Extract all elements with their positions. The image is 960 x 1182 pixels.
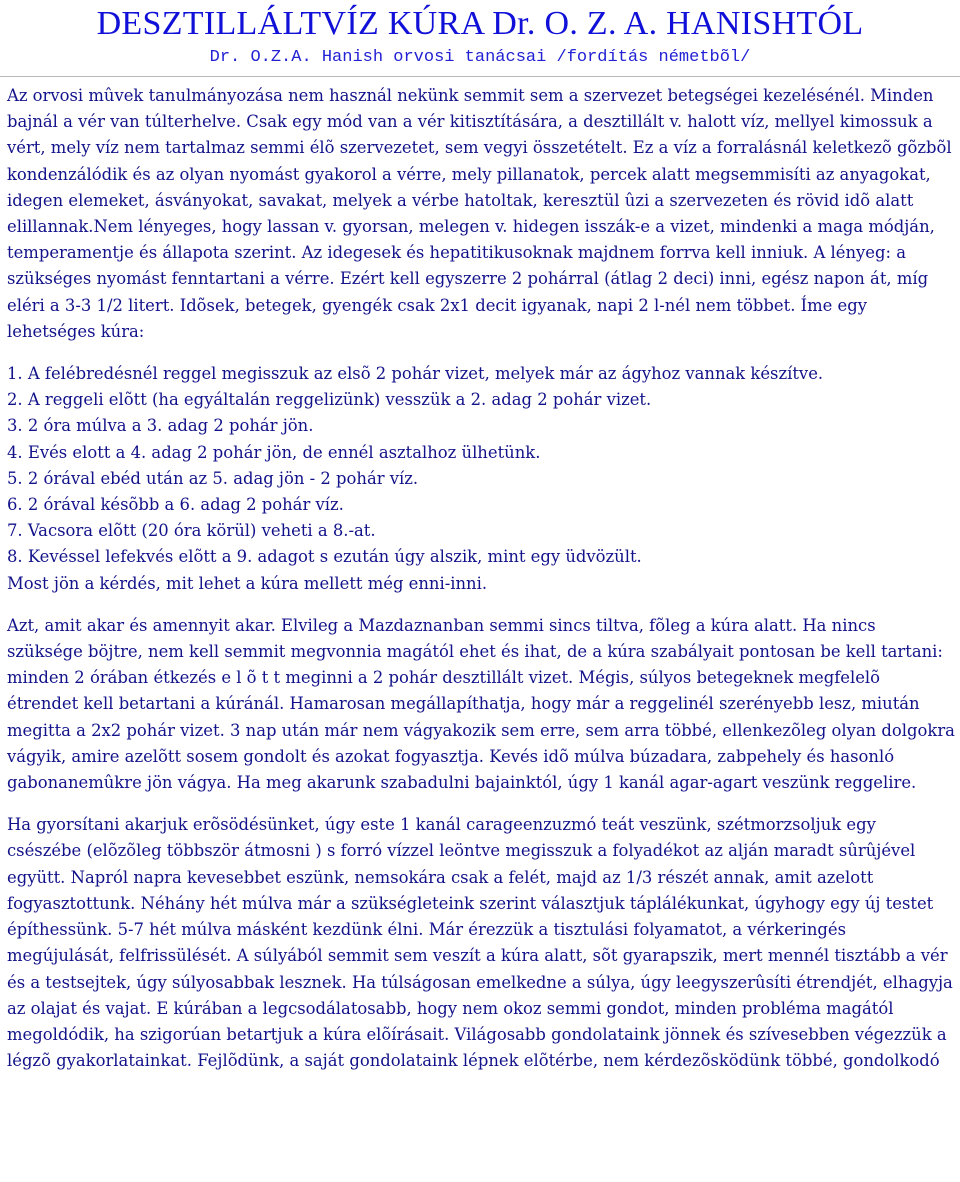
question-line: Most jön a kérdés, mit lehet a kúra mellett még enni-inni. (7, 573, 488, 593)
list-item: 1. A felébredésnél reggel megisszuk az elsõ 2 pohár vizet, melyek már az ágyhoz vannak készítve. (7, 364, 824, 384)
list-item: 4. Evés elott a 4. adag 2 pohár jön, de ennél asztalhoz ülhetünk. (7, 442, 541, 462)
document-body (7, 83, 955, 1074)
list-item: 2. A reggeli elõtt (ha egyáltalán reggelizünk) vesszük a 2. adag 2 pohár vizet. (7, 390, 652, 410)
list-item: 5. 2 órával ebéd után az 5. adag jön - 2 pohár víz. (7, 468, 419, 488)
list-item: 3. 2 óra múlva a 3. adag 2 pohár jön. (7, 416, 314, 436)
page-title: DESZTILLÁLTVÍZ KÚRA Dr. O. Z. A. HANISHTÓL (96, 5, 864, 42)
header-divider (0, 76, 960, 77)
intro-paragraph: Az orvosi mûvek tanulmányozása nem használ nekünk semmit sem a szervezet betegségei kezelésénél. Minden bajnál a vér van túlterhelve. Csak egy mód van a vér kitisztítására, a desztillált v. halott víz, mellyel kimossuk a vért, mely víz nem tartalmaz semmi élõ szervezetet, sem vegyi összetételt. Ez a víz a forralásnál keletkezõ gõzbõl kondenzálódik és az olyan nyomást gyakorol a vérre, mely pillanatok, percek alatt megsemmisíti az anyagokat, idegen elemeket, ásványokat, savakat, melyek a vérbe hatoltak, keresztül ûzi a szervezeten és rövid idõ alatt elillannak.Nem lényeges, hogy lassan v. gyorsan, melegen v. hidegen isszák-e a vizet, mindenki a maga módján, temperamentje és állapota szerint. Az idegesek és hepatitikusoknak majdnem forrva kell inniuk. A lényeg: a szükséges nyomást fenntartani a vérre. Ezért kell egyszerre 2 pohárral (átlag 2 deci) inni, egész napon át, míg eléri a 3-3 1/2 litert. Idõsek, betegek, gyengék csak 2x1 decit igyanak, napi 2 l-nél nem többet. Íme egy lehetséges kúra: (7, 86, 952, 341)
list-item: 8. Kevéssel lefekvés elõtt a 9. adagot s ezután úgy alszik, mint egy üdvözült. (7, 547, 642, 567)
list-item: 7. Vacsora elõtt (20 óra körül) veheti a 8.-at. (7, 521, 376, 541)
cure-steps-list (7, 361, 955, 571)
list-item: 6. 2 órával késõbb a 6. adag 2 pohár víz. (7, 495, 344, 515)
closing-paragraph: Ha gyorsítani akarjuk erõsödésünket, úgy este 1 kanál carageenzuzmó teát veszünk, szétmorzsoljuk egy csészébe (elõzõleg többször átmosni ) s forró vízzel leöntve megisszuk a folyadékot az alján maradt sûrûjével együtt. Napról napra kevesebbet eszünk, nemsokára csak a felét, majd az 1/3 részét annak, amit azelott fogyasztottunk. Néhány hét múlva már a szükségleteink szerint választjuk táplálékunkat, úgyhogy egy új testet építhessünk. 5-7 hét múlva másként kezdünk élni. Már érezzük a tisztulási folyamatot, a vérkeringés megújulását, felfrissülését. A súlyából semmit sem veszít a kúra alatt, sõt gyarapszik, mert mennél tisztább a vér és a testsejtek, úgy súlyosabbak lesznek. Ha túlságosan emelkedne a súlya, úgy leegyszerûsíti étrendjét, elhagyja az olajat és vajat. E kúrában a legcsodálatosabb, hogy nem okoz semmi gondot, minden probléma magától megoldódik, ha szigorúan betartjuk a kúra elõírásait. Világosabb gondolataink jönnek és szívesebben végezzük a légzõ gyakorlatainkat. Fejlõdünk, a saját gondolataink lépnek elõtérbe, nem kérdezõsködünk többé, gondolkodó (7, 815, 953, 1071)
page-subtitle: Dr. O.Z.A. Hanish orvosi tanácsai /fordítás németbõl/ (209, 48, 751, 67)
answer-paragraph: Azt, amit akar és amennyit akar. Elvileg a Mazdaznanban semmi sincs tiltva, fõleg a kúra alatt. Ha nincs szüksége böjtre, nem kell semmit megvonnia magától ehet és ihat, de a kúra szabályait pontosan be kell tartani: minden 2 órában étkezés e l õ t t meginni a 2 pohár desztillált vizet. Mégis, súlyos betegeknek megfelelõ étrendet kell betartani a kúránál. Hamarosan megállapíthatja, hogy már a reggelinél szerényebb lesz, miután megitta a 2x2 pohár vizet. 3 nap után már nem vágyakozik sem erre, sem arra többé, ellenkezõleg olyan dolgokra vágyik, amire azelõtt sosem gondolt és azokat fogyasztja. Kevés idõ múlva búzadara, zabpehely és hasonló gabonanemûkre jön vágya. Ha meg akarunk szabadulni bajainktól, úgy 1 kanál agar-agart veszünk reggelire. (7, 615, 955, 793)
